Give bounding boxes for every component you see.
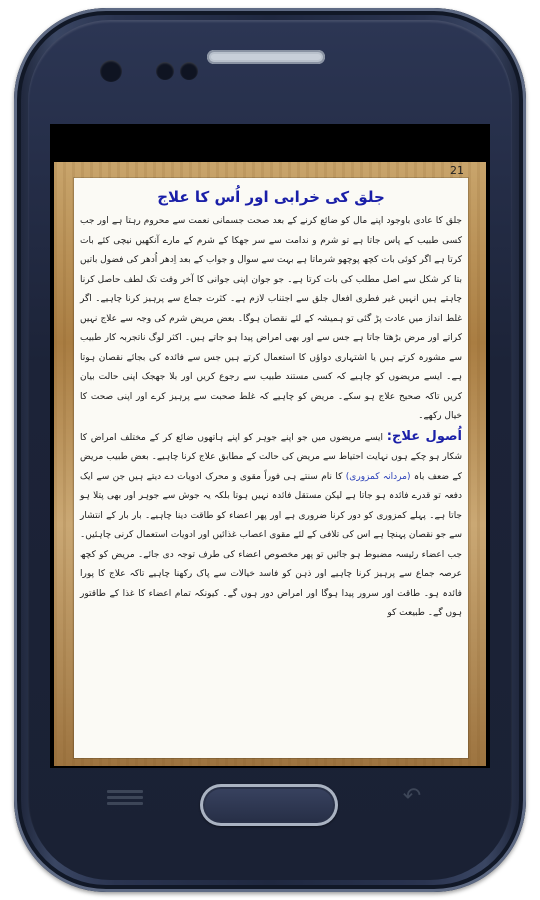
screen (50, 124, 490, 768)
page-title: جلق کی خرابی اور اُس کا علاج (157, 188, 385, 206)
menu-icon-line (107, 802, 143, 805)
wooden-frame (54, 162, 486, 766)
highlight-text: (مردانہ کمزوری) (345, 471, 411, 482)
paragraph-2-text: ایسے مریضوں میں جو اپنے جوہر کو اپنے ہاتھوں ضائع کر کے مختلف امراض کا شکار ہو چکے ہوں نہایت احتیاط سے مریض کی حالت کے مطابق علاج کرنا چاہیے۔ بعض طبیب مریض کے ضعف باہ (80, 432, 462, 482)
home-button[interactable] (200, 784, 338, 826)
menu-icon-line (107, 790, 143, 793)
paragraph-2 (80, 427, 462, 624)
book-page[interactable] (74, 178, 468, 758)
page-number: 21 (450, 164, 464, 177)
front-camera-icon (156, 62, 174, 80)
proximity-sensor-icon (180, 62, 198, 80)
menu-button[interactable] (103, 787, 147, 807)
section-heading: اُصول علاج: (386, 428, 462, 444)
paragraph-2b-text: کا نام سنتے ہی فوراً مقوی و محرک ادویات دے دیتے ہیں جن سے ایک دفعہ تو قدرے فائدہ ہو جاتا ہے لیکن مستقل فائدہ نہیں ہوتا بلکہ یہ جوش سے جوہر اور بھی پتلا ہو جاتا ہے۔ پہلے کمزوری کو دور کرنا ضروری ہے اور پھر اعضاء کو طاقت دینا چاہیے۔ بار بار کے انتشار سے جو نقصان پہنچا ہے اس کی تلافی کے لئے مقوی اعصاب غذائیں اور ادویات استعمال کرنی چاہئیں۔ جب اعضاء رئیسہ مضبوط ہو جائیں تو پھر مخصوص اعضاء کی طرف توجہ دی جائے۔ مریض کو کچھ عرصہ جماع سے پرہیز کرنا چاہیے اور ذہن کو فاسد خیالات سے پاک رکھنا چاہیے تاکہ علاج کا پورا فائدہ ہو۔ طاقت اور سرور پیدا ہوگا اور امراض دور ہوں گے۔ کیونکہ تمام اعضاء کا غذا کے طاقتور ہوں گے۔ طبیعت کو (80, 471, 462, 618)
menu-icon-line (107, 796, 143, 799)
back-icon[interactable]: ↶ (402, 784, 422, 809)
paragraph-1: جلق کا عادی باوجود اپنے مال کو ضائع کرنے کے بعد صحت جسمانی نعمت سے محروم رہتا ہے اور جب کسی طبیب کے پاس جاتا ہے تو شرم و ندامت سے سر جھکا کے شرم کے مارے آنکھیں نیچی کئے بات کرتا ہے اگر کوئی بات کچھ پوچھو شرماتا ہے بہت سے سوال و جواب کے بعد اِدھر اُدھر کی فضول باتیں بتا کر شکل سے اصل مطلب کی بات کرتا ہے۔ جو جوان اپنی جوانی کا آخر وقت تک لطف حاصل کرنا چاہتے ہیں انہیں غیر فطری افعال جلق سے اجتناب لازم ہے۔ کثرت جماع سے پرہیز کرنا چاہیے۔ اگر غلط انداز میں عادت پڑ گئی تو ہمیشہ کے لئے نقصان ہوگا۔ بعض مریض شرم کی وجہ سے علاج نہیں کراتے اور مرض بڑھتا جاتا ہے جس سے اور بھی امراض پیدا ہو جاتے ہیں۔ اکثر لوگ ناتجربہ کار طبیب سے مشورہ کرتے ہیں یا اشتہاری دواؤں کا استعمال کرتے ہیں جس سے فائدہ کی بجائے نقصان ہوتا ہے۔ ایسے مریضوں کو چاہیے کہ کسی مستند طبیب سے رجوع کریں اور بلا جھجک اپنی حالت بیان کریں تاکہ صحیح علاج ہو سکے۔ مریض کو چاہیے کہ غلط صحبت سے پرہیز کرے اور اپنی صحت کا خیال رکھے۔ (80, 216, 462, 421)
earpiece-speaker (207, 50, 325, 64)
sensor-icon (100, 60, 122, 82)
